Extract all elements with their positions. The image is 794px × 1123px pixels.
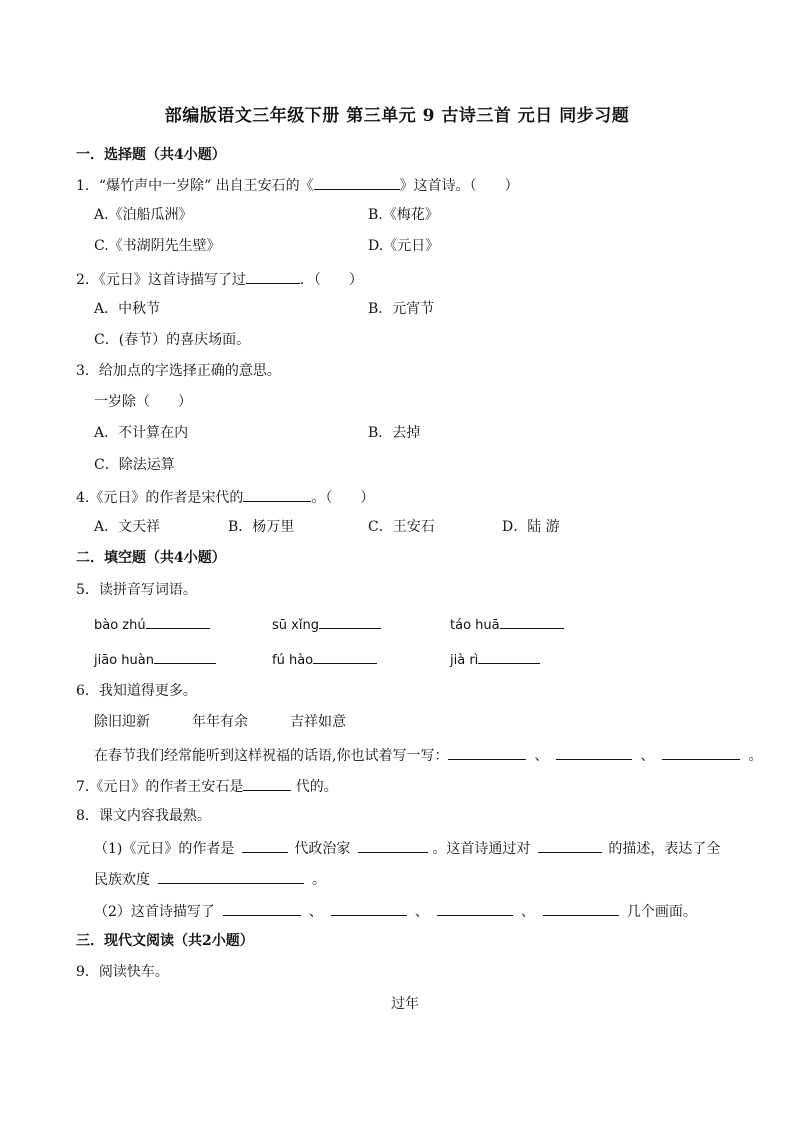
blessing-word-1: 除旧迎新	[94, 714, 150, 730]
question-8-stem: 8．课文内容我最熟。	[76, 808, 211, 824]
pinyin-item-6	[450, 648, 540, 671]
question-3-option-a[interactable]: A．不计算在内	[94, 425, 189, 441]
question-1-option-c[interactable]: C.《书湖阴先生壁》	[94, 238, 221, 254]
pinyin-text: jià rì	[450, 653, 479, 668]
blessing-answer-blank[interactable]	[662, 744, 740, 760]
question-3-stem: 3．给加点的字选择正确的意思。	[76, 363, 281, 379]
question-8-part-2	[94, 900, 697, 922]
pinyin-item-5	[272, 648, 377, 671]
question-4-option-a[interactable]: A．文天祥	[94, 519, 161, 535]
question-4-blank[interactable]	[243, 486, 311, 502]
question-4-stem	[76, 486, 374, 508]
question-6-prompt-text: 在春节我们经常能听到这样祝福的话语,你也试着写一写：	[94, 748, 449, 764]
author-blank[interactable]	[358, 837, 428, 853]
section-heading-choice: 一．选择题（共4小题）	[76, 147, 226, 163]
question-3-subitem: 一岁除（ ）	[94, 394, 192, 410]
question-4-option-c[interactable]: C．王安石	[368, 519, 435, 535]
pinyin-text: bào zhú	[94, 618, 146, 633]
question-1-option-a[interactable]: A.《泊船瓜洲》	[94, 207, 193, 223]
pinyin-answer-blank[interactable]	[478, 648, 540, 664]
passage-title: 过年	[391, 996, 419, 1012]
question-4-text-a: 4.《元日》的作者是宋代的	[76, 490, 244, 506]
pinyin-answer-blank[interactable]	[146, 613, 210, 629]
pinyin-text: sū xǐng	[272, 618, 319, 633]
separator: 、	[414, 904, 429, 920]
question-6-stem: 6．我知道得更多。	[76, 683, 197, 699]
part-2-text-end: 几个画面。	[626, 904, 697, 920]
question-2-stem	[76, 268, 363, 290]
blessing-answer-blank[interactable]	[448, 744, 526, 760]
festival-blank[interactable]	[158, 868, 304, 884]
pinyin-answer-blank[interactable]	[500, 613, 564, 629]
end-mark: 。	[748, 748, 763, 764]
separator: 、	[520, 904, 535, 920]
separator: 、	[640, 748, 655, 764]
question-8-part-1	[94, 837, 720, 859]
question-1-text-b: 》这首诗。（ ）	[399, 178, 519, 194]
question-2-text-b: ．（ ）	[299, 272, 363, 288]
part-1-text-d: 的描述，表达了全	[608, 841, 721, 857]
separator: 、	[534, 748, 549, 764]
blessing-word-3: 吉祥如意	[290, 714, 346, 730]
blessing-answer-blank[interactable]	[556, 744, 632, 760]
question-6-prompt	[94, 744, 762, 766]
section-heading-fill: 二．填空题（共4小题）	[76, 550, 226, 566]
part-1-text-c: 。这首诗通过对	[432, 841, 531, 857]
question-5-stem: 5．读拼音写词语。	[76, 582, 197, 598]
separator: 、	[308, 904, 323, 920]
section-heading-reading: 三．现代文阅读（共2小题）	[76, 933, 254, 949]
question-7-stem	[76, 775, 338, 797]
question-1-option-d[interactable]: D.《元日》	[368, 238, 440, 254]
question-2-blank[interactable]	[246, 268, 300, 284]
dynasty-blank[interactable]	[242, 837, 288, 853]
pinyin-answer-blank[interactable]	[319, 613, 381, 629]
question-2-option-c[interactable]: C．(春节）的喜庆场面。	[94, 332, 251, 348]
question-8-part-1-continued	[94, 868, 326, 890]
description-blank[interactable]	[538, 837, 602, 853]
question-2-text-a: 2．《元日》这首诗描写了过	[76, 272, 246, 288]
pinyin-answer-blank[interactable]	[154, 648, 216, 664]
blessing-word-2: 年年有余	[192, 714, 248, 730]
page-title: 部编版语文三年级下册 第三单元 9 古诗三首 元日 同步习题	[164, 106, 630, 126]
question-7-blank[interactable]	[243, 775, 291, 791]
question-1-blank[interactable]	[314, 174, 400, 190]
pinyin-text: fú hào	[272, 653, 314, 668]
part-1-text-b: 代政治家	[294, 841, 351, 857]
scene-blank[interactable]	[437, 900, 513, 916]
question-2-option-b[interactable]: B．元宵节	[368, 301, 435, 317]
pinyin-answer-blank[interactable]	[313, 648, 377, 664]
question-7-text-b: 代的。	[291, 779, 338, 795]
part-1-text-e: 民族欢度	[94, 872, 150, 888]
part-1-text-a: （1)《元日》的作者是	[94, 841, 235, 857]
question-9-stem: 9．阅读快车。	[76, 964, 169, 980]
pinyin-item-4	[94, 648, 216, 671]
pinyin-text: jiāo huàn	[94, 653, 154, 668]
question-4-text-b: 。（ ）	[311, 490, 375, 506]
question-4-option-d[interactable]: D．陆 游	[502, 519, 560, 535]
question-1-option-b[interactable]: B.《梅花》	[368, 207, 439, 223]
pinyin-text: táo huā	[450, 618, 500, 633]
pinyin-item-2	[272, 613, 381, 636]
pinyin-item-3	[450, 613, 564, 636]
question-2-option-a[interactable]: A．中秋节	[94, 301, 161, 317]
part-1-text-f: 。	[312, 872, 326, 888]
question-7-text-a: 7.《元日》的作者王安石是	[76, 779, 244, 795]
part-2-text-a: （2）这首诗描写了	[94, 904, 215, 920]
scene-blank[interactable]	[543, 900, 619, 916]
question-3-option-c[interactable]: C．除法运算	[94, 457, 175, 473]
question-1-text-a: 1．“爆竹声中一岁除” 出自王安石的《	[76, 178, 314, 194]
scene-blank[interactable]	[223, 900, 301, 916]
question-1-stem	[76, 174, 519, 196]
pinyin-item-1	[94, 613, 210, 636]
question-4-option-b[interactable]: B．杨万里	[228, 519, 295, 535]
question-3-option-b[interactable]: B．去掉	[368, 425, 421, 441]
scene-blank[interactable]	[331, 900, 407, 916]
